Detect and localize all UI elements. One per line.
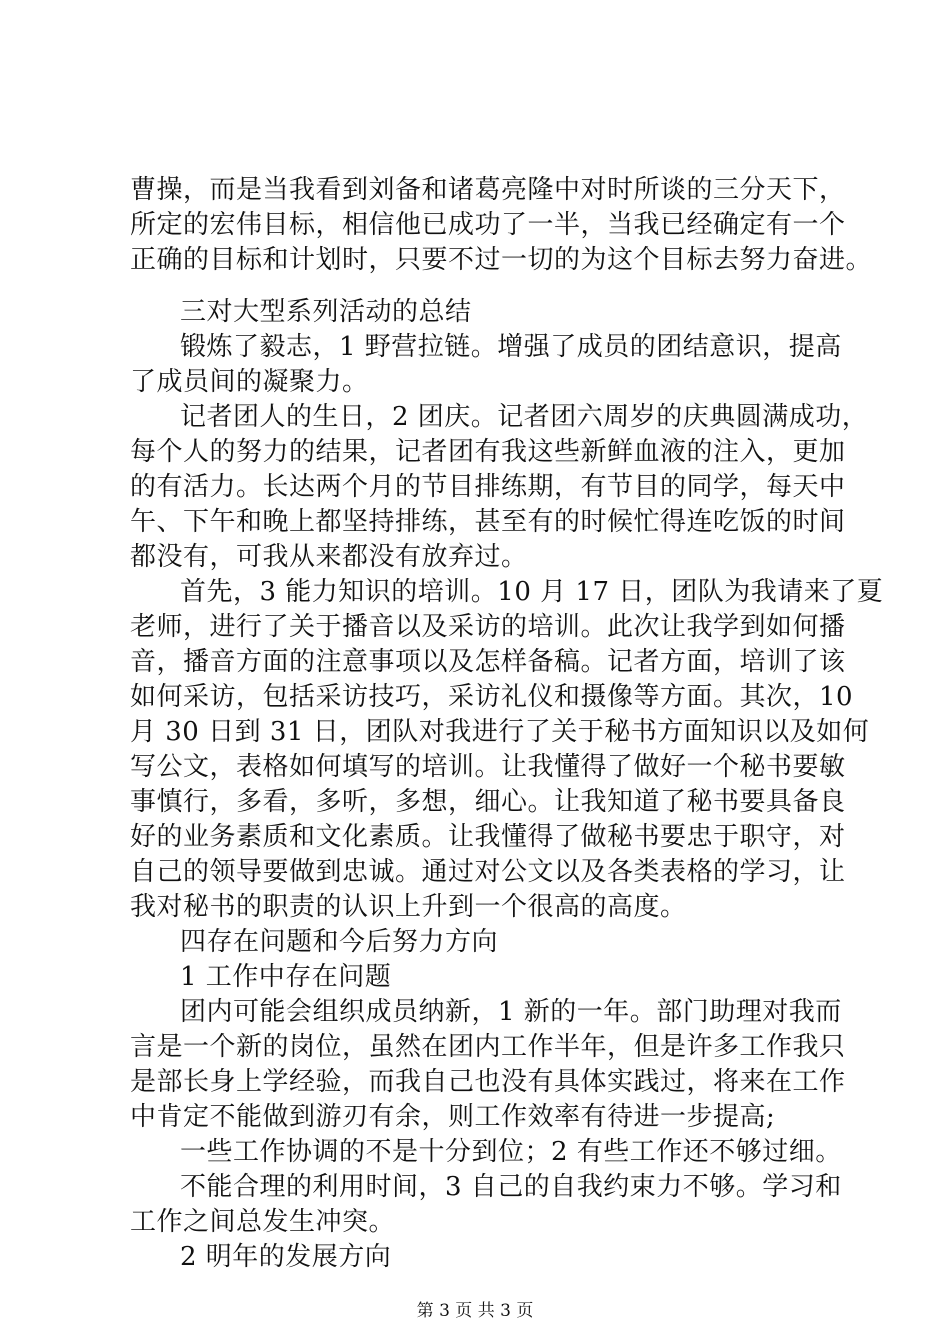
text-line: 曹操，而是当我看到刘备和诸葛亮隆中对时所谈的三分天下， [130,175,846,205]
text-line: 音，播音方面的注意事项以及怎样备稿。记者方面，培训了该 [130,647,846,677]
text-line: 不能合理的利用时间，3 自己的自我约束力不够。学习和 [180,1172,842,1202]
text-line: 都没有，可我从来都没有放弃过。 [130,542,528,572]
text-line: 中肯定不能做到游刃有余，则工作效率有待进一步提高; [130,1102,776,1132]
text-line: 好的业务素质和文化素质。让我懂得了做秘书要忠于职守，对 [130,822,846,852]
text-line: 的有活力。长达两个月的节目排练期，有节目的同学，每天中 [130,472,846,502]
section-heading: 四存在问题和今后努力方向 [180,927,499,957]
text-line: 月 30 日到 31 日，团队对我进行了关于秘书方面知识以及如何 [130,717,870,747]
text-line: 每个人的努力的结果，记者团有我这些新鲜血液的注入，更加 [130,437,846,467]
text-line: 午、下午和晚上都坚持排练，甚至有的时候忙得连吃饭的时间 [130,507,846,537]
text-line: 团内可能会组织成员纳新，1 新的一年。部门助理对我而 [180,997,842,1027]
page-number-footer: 第 3 页 共 3 页 [416,1301,534,1321]
text-line: 我对秘书的职责的认识上升到一个很高的高度。 [130,892,687,922]
text-line: 了成员间的凝聚力。 [130,367,369,397]
text-line: 是部长身上学经验，而我自己也没有具体实践过，将来在工作 [130,1067,846,1097]
subsection-heading: 2 明年的发展方向 [180,1242,392,1272]
text-line: 一些工作协调的不是十分到位；2 有些工作还不够过细。 [180,1137,842,1167]
text-line: 首先，3 能力知识的培训。10 月 17 日，团队为我请来了夏 [180,577,884,607]
text-line: 如何采访，包括采访技巧，采访礼仪和摄像等方面。其次，10 [130,682,854,712]
text-line: 工作之间总发生冲突。 [130,1207,396,1237]
section-heading: 三对大型系列活动的总结 [180,297,472,327]
text-line: 正确的目标和计划时，只要不过一切的为这个目标去努力奋进。 [130,245,873,275]
text-line: 所定的宏伟目标，相信他已成功了一半，当我已经确定有一个 [130,210,846,240]
text-line: 老师，进行了关于播音以及采访的培训。此次让我学到如何播 [130,612,846,642]
text-line: 写公文，表格如何填写的培训。让我懂得了做好一个秘书要敏 [130,752,846,782]
text-line: 言是一个新的岗位，虽然在团内工作半年，但是许多工作我只 [130,1032,846,1062]
text-line: 记者团人的生日，2 团庆。记者团六周岁的庆典圆满成功， [180,402,869,432]
text-line: 锻炼了毅志，1 野营拉链。增强了成员的团结意识，提高 [180,332,842,362]
text-line: 自己的领导要做到忠诚。通过对公文以及各类表格的学习，让 [130,857,846,887]
text-line: 事慎行，多看，多听，多想，细心。让我知道了秘书要具备良 [130,787,846,817]
subsection-heading: 1 工作中存在问题 [180,962,392,992]
